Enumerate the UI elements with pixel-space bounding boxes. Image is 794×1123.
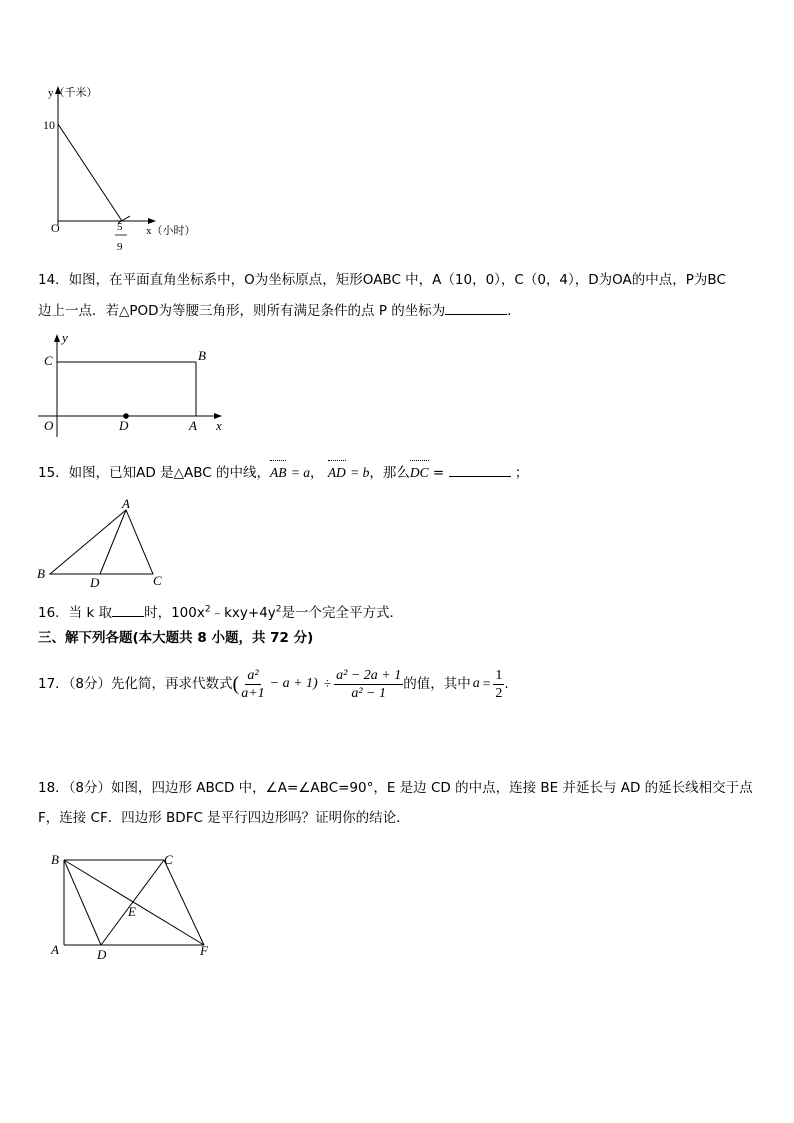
q16-part-c: ﹣kxy+4y	[210, 605, 276, 621]
distance-time-graph	[40, 82, 210, 262]
fraction-1	[239, 667, 266, 702]
label-b: B	[37, 566, 45, 581]
fraction-half-num: 1	[495, 667, 503, 683]
q15-eq-b: = b	[350, 465, 370, 480]
triangle-abc	[50, 510, 153, 574]
side-cf	[164, 860, 204, 945]
fraction-1-num: a²	[247, 667, 259, 683]
origin-label: O	[51, 221, 60, 235]
side-bd	[64, 860, 101, 945]
triangle-abc-figure	[32, 495, 172, 590]
rectangle-oabc-figure	[32, 332, 232, 437]
x-tick-numerator: 5	[117, 221, 123, 233]
q17-end: .	[504, 676, 509, 692]
q14-line1: 14．如图，在平面直角坐标系中，O为坐标原点，矩形OABC 中，A（10，0），C（0，4），D为OA的中点，P为BC	[38, 272, 726, 288]
quadrilateral-abcd-figure	[40, 848, 220, 963]
section-3-heading: 三、解下列各题(本大题共 8 小题，共 72 分)	[38, 630, 314, 646]
q17-eq: =	[482, 676, 491, 691]
distance-line	[58, 124, 122, 221]
label-c: C	[153, 573, 162, 588]
q14-answer-blank[interactable]	[445, 300, 507, 315]
label-o: O	[44, 418, 54, 433]
q16-sup-2: 2	[275, 604, 282, 615]
y-axis-label: y（千米）	[48, 87, 98, 99]
side-cd	[101, 860, 164, 945]
label-e: E	[128, 904, 136, 919]
label-c: C	[44, 353, 53, 368]
q17-prefix: 17．（8分）先化简，再求代数式	[38, 676, 233, 692]
q14-line2	[38, 300, 521, 321]
fraction-half	[493, 667, 504, 702]
q14-line2-text: 边上一点．若△POD为等腰三角形，则所有满足条件的点 P 的坐标为	[38, 303, 446, 319]
vector-dc: DC	[410, 463, 429, 483]
q18-line1: 18．（8分）如图，四边形 ABCD 中，∠A=∠ABC=90°，E 是边 CD 的中点，连接 BE 并延长与 AD 的延长线相交于点	[38, 780, 753, 796]
vector-ad: AD	[328, 463, 346, 483]
q15-answer-blank[interactable]	[449, 462, 511, 477]
label-d: D	[97, 947, 107, 962]
x-axis-label: x（小时）	[146, 225, 196, 237]
y-tick-10: 10	[43, 118, 55, 132]
label-f: F	[200, 943, 208, 958]
q17-suffix: 的值，其中	[403, 676, 471, 692]
label-y: y	[62, 332, 68, 345]
line-bf	[64, 860, 204, 945]
label-b: B	[198, 348, 206, 363]
q16-answer-blank[interactable]	[112, 602, 144, 617]
label-d: D	[119, 418, 129, 433]
q15-line: 15．如图，已知AD 是△ABC 的中线，AB = a， AD = b，那么DC = ；	[38, 462, 528, 483]
q15-eq-a: = a	[290, 465, 311, 480]
vector-ab: AB	[270, 463, 287, 483]
q17-div: ÷	[323, 676, 332, 691]
q16-part-b: 时，100x	[144, 605, 205, 621]
label-a: A	[51, 942, 59, 957]
x-tick-denominator: 9	[117, 241, 123, 253]
q16-line	[38, 602, 403, 623]
label-d: D	[90, 575, 100, 590]
label-b: B	[51, 852, 59, 867]
label-a: A	[189, 418, 197, 433]
q17-var: a	[472, 676, 480, 691]
q18-line2: F，连接 CF．四边形 BDFC 是平行四边形吗？证明你的结论．	[38, 810, 410, 826]
q17-line: 17．（8分）先化简，再求代数式 ( $\frac{\text{a²}}{a+1}$ − a + 1) ÷ $\frac{\text{a² − 2a + 1}}{\text{a² − 1}}$ 的值，其中 a = $\frac{1}{2}$ .	[38, 667, 509, 701]
fraction-1-den: a+1	[241, 685, 265, 701]
q15-suffix: ；	[514, 465, 529, 481]
q14-line2-end: ．	[507, 303, 521, 319]
y-axis-arrow	[54, 334, 60, 342]
fraction-2-num: a² − 2a + 1	[336, 667, 402, 683]
q15-prefix: 15．如图，已知AD 是△ABC 的中线，	[38, 465, 270, 481]
q15-eq: =	[432, 465, 445, 481]
x-axis-arrow	[148, 218, 156, 224]
q15-mid: ，那么	[369, 465, 410, 481]
fraction-half-den: 2	[495, 685, 503, 701]
label-x: x	[216, 418, 222, 433]
label-a: A	[122, 496, 130, 511]
label-c: C	[164, 852, 173, 867]
q16-part-a: 16．当 k 取	[38, 605, 113, 621]
fraction-2	[334, 667, 403, 702]
q16-sup-1: 2	[204, 604, 211, 615]
median-ad	[100, 510, 126, 574]
q16-part-d: 是一个完全平方式．	[281, 605, 404, 621]
q17-mid: − a + 1)	[269, 676, 318, 691]
fraction-2-den: a² − 1	[351, 685, 387, 701]
